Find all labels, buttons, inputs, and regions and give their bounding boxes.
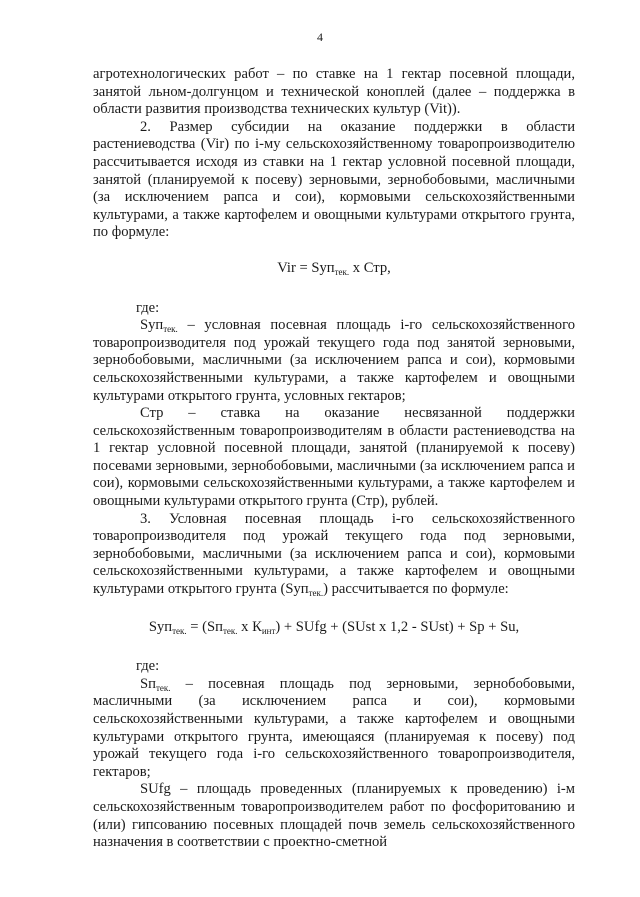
- paragraph-2: 2. Размер субсидии на оказание поддержки в области растениеводства (Vir) по i-му сельскохозяйственному товаропроизводителю рассчитывается исходя из ставки на 1 гектар условной посевной площади, занятой (планируемой к посеву) зерновыми, зернобобовыми, масличными (за исключением рапса и сои), кормовыми сельскохозяйственными культурами, а также картофелем и овощными культурами открытого грунта, по формуле:: [93, 118, 575, 241]
- definition-sp: $Sп_{тек.}$ – посевная площадь под зерновыми, зернобобовыми, масличными (за исключением рапса и сои), кормовыми сельскохозяйственными культурами, а также картофелем и овощными культурами открытого грунта, имеющаяся (планируемая к посеву) под урожай текущего года i-го сельскохозяйственного товаропроизводителя, гектаров;: [93, 675, 575, 780]
- page-number: 4: [317, 30, 323, 44]
- definition-str: Стр – ставка на оказание несвязанной поддержки сельскохозяйственным товаропроизводителям в области растениеводства на 1 гектар условной посевной площади, занятой (планируемой к посеву) посевами зерновыми, зернобобовыми, масличными (за исключением рапса и сои), кормовыми сельскохозяйственными культурами, а также картофелем и овощными культурами открытого грунта (Стр), рублей.: [93, 405, 575, 510]
- paragraph-3: 3. Условная посевная площадь i-го сельскохозяйственного товаропроизводителя под урожай текущего года под зерновыми, зернобобовыми, масличными (за исключением рапса и сои), кормовыми сельскохозяйственными культурами, а также картофелем и овощными культурами открытого грунта (Syп$_{тек.}$) рассчитывается по формуле:: [93, 510, 575, 599]
- definition-syp: Syп$_{тек.}$ – условная посевная площадь i-го сельскохозяйственного товаропроизводителя под урожай текущего года под занятой зерновыми, зернобобовыми, масличными (за исключением рапса и сои), кормовыми сельскохозяйственными культурами, а также картофелем и овощными культурами открытого грунта, условных гектаров;: [93, 317, 575, 404]
- paragraph-continuation: агротехнологических работ – по ставке на 1 гектар посевной площади, занятой льном-долгунцом и технической коноплей (далее – поддержка в области развития производства технических культур (Vit)).: [93, 66, 575, 118]
- where-label-1: где:: [136, 299, 160, 316]
- where-label-2: где:: [136, 658, 160, 675]
- document-body: [93, 66, 575, 852]
- definition-sufg: SUfg – площадь проведенных (планируемых к проведению) i-м сельскохозяйственным товаропроизводителем работ по фосфоритованию и (или) гипсованию посевных площадей почв земель сельскохозяйственного назначения в соответствии с проектно-сметной: [93, 781, 575, 851]
- formula-syp: $Syп_{тек.} = (Sп_{тек.}$ х $К_{инт}$) + SUfg + (SUst х 1,2 - SUst) + Sp + Su,: [148, 618, 520, 636]
- formula-vir: Vir = Syп$_{тек.}$ х Стр,: [277, 259, 391, 277]
